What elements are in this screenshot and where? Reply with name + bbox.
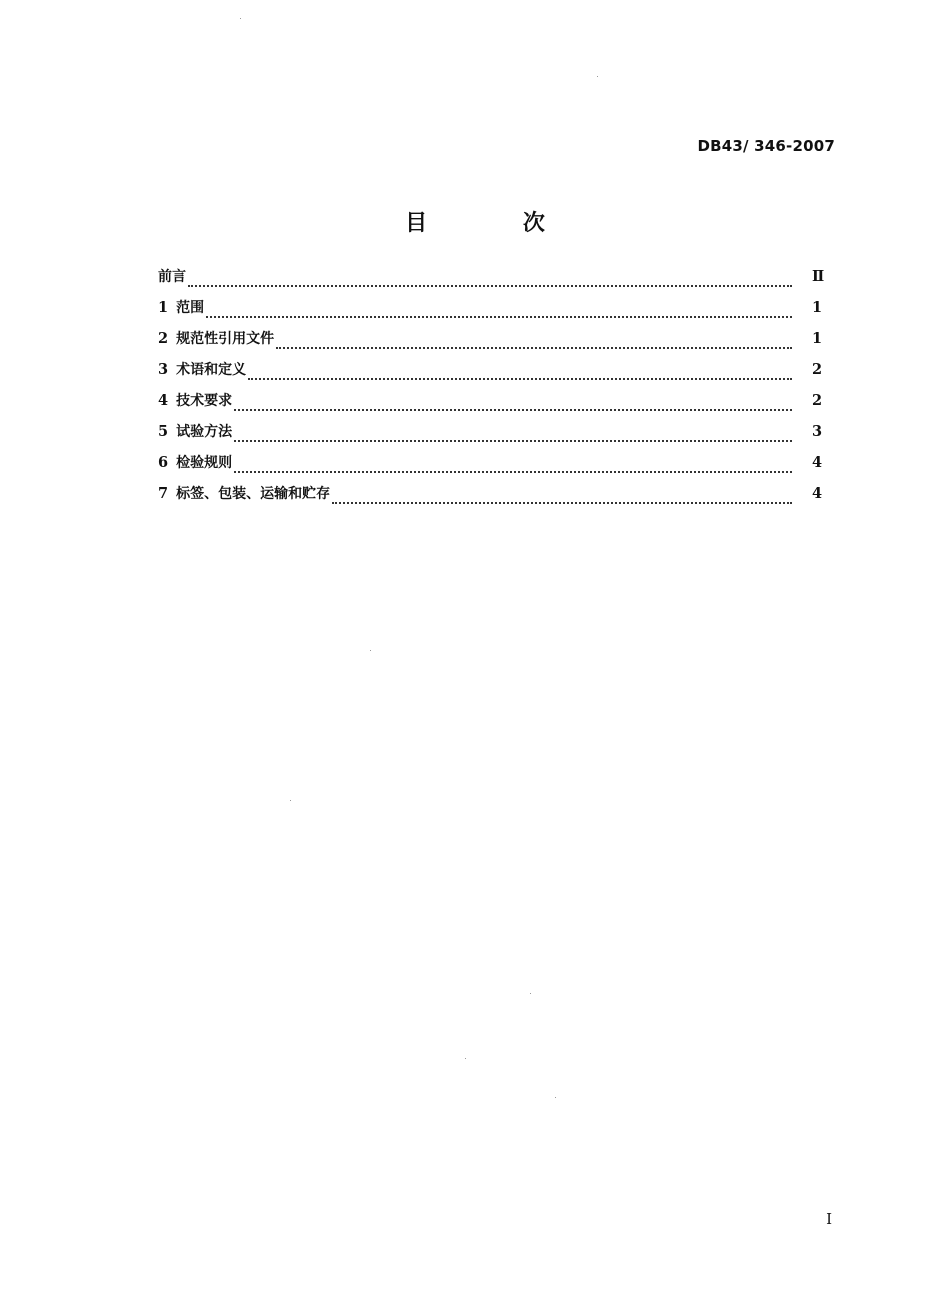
scan-speck [597, 76, 598, 77]
toc-entry-page: 4 [812, 485, 823, 502]
standard-code: DB43/ 346-2007 [697, 137, 835, 155]
toc-leader-dots [248, 378, 792, 380]
scan-speck [370, 650, 371, 651]
toc-entry-label: 术语和定义 [176, 362, 247, 378]
toc-entry-page: 3 [812, 423, 823, 440]
toc-entry-label: 范围 [176, 300, 205, 316]
toc-entry-number: 7 [158, 485, 169, 502]
toc-entry-normative-references[interactable] [158, 328, 822, 359]
toc-entry-scope[interactable] [158, 297, 822, 328]
toc-entry-terms-definitions[interactable] [158, 359, 822, 390]
toc-entry-number: 1 [158, 299, 169, 316]
toc-entry-page: 2 [812, 361, 823, 378]
toc-entry-label: 试验方法 [176, 424, 233, 440]
toc-entry-number: 5 [158, 423, 169, 440]
toc-leader-dots [234, 409, 792, 411]
toc-entry-labeling-packaging[interactable] [158, 483, 822, 514]
toc-entry-label: 技术要求 [176, 393, 233, 409]
toc-leader-dots [276, 347, 792, 349]
scan-speck [240, 18, 241, 19]
toc-entry-label: 规范性引用文件 [176, 331, 275, 347]
toc-entry-technical-requirements[interactable] [158, 390, 822, 421]
toc-entry-page: 1 [812, 299, 823, 316]
toc-leader-dots [234, 440, 792, 442]
toc-entry-label: 检验规则 [176, 455, 233, 471]
toc-entry-label: 标签、包装、运输和贮存 [176, 486, 331, 502]
scan-speck [555, 1097, 556, 1098]
toc-entry-number: 2 [158, 330, 169, 347]
toc-entry-label: 前言 [158, 269, 186, 285]
toc-entry-page: 2 [812, 392, 823, 409]
toc-entry-number: 4 [158, 392, 169, 409]
toc-leader-dots [332, 502, 792, 504]
toc-entry-number: 6 [158, 454, 169, 471]
toc-entry-test-methods[interactable] [158, 421, 822, 452]
toc-entry-number: 3 [158, 361, 169, 378]
toc-leader-dots [206, 316, 792, 318]
toc-entry-page: 1 [812, 330, 823, 347]
scan-speck [465, 1058, 466, 1059]
toc-entry-page: Ⅱ [812, 268, 825, 285]
toc-leader-dots [234, 471, 792, 473]
table-of-contents [158, 266, 825, 514]
scan-speck [530, 993, 531, 994]
toc-leader-dots [188, 285, 792, 287]
toc-entry-inspection-rules[interactable] [158, 452, 822, 483]
toc-title: 目 次 [405, 211, 589, 236]
scan-speck [290, 800, 291, 801]
toc-entry-foreword[interactable] [158, 266, 825, 297]
toc-entry-page: 4 [812, 454, 823, 471]
page-number: I [826, 1210, 832, 1228]
